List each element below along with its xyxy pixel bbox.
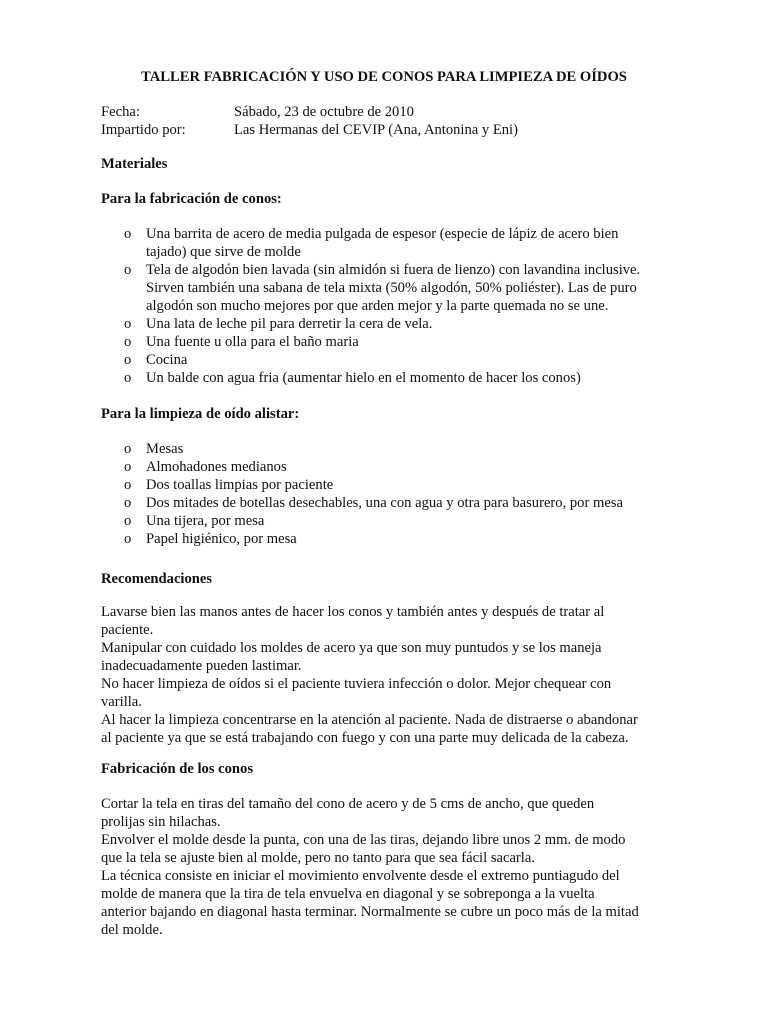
bullet-marker: o xyxy=(124,513,132,529)
list-item-text: Una lata de leche pil para derretir la cera de vela. xyxy=(146,316,433,332)
list-item xyxy=(101,458,661,476)
list-item-text: Tela de algodón bien lavada (sin almidón si fuera de lienzo) con lavandina inclusive. Sirven también una sabana de tela mixta (50% algodón, 50% poliéster). Las de puro algodón son mucho mejores por que arden mejor y la parte quemada no se une. xyxy=(146,262,641,314)
list-item xyxy=(101,351,661,369)
list-item-text: Cocina xyxy=(146,352,188,368)
list-item-text: Dos toallas limpias por paciente xyxy=(146,477,334,493)
bullet-marker: o xyxy=(124,477,132,493)
list-item xyxy=(101,530,661,548)
list-item xyxy=(101,369,661,387)
list-item xyxy=(101,476,661,494)
recomendaciones-body xyxy=(101,603,641,747)
bullet-marker: o xyxy=(124,334,132,350)
meta-label: Impartido por: xyxy=(101,122,186,138)
paragraph: Al hacer la limpieza concentrarse en la atención al paciente. Nada de distraerse o abandonar al paciente ya que se está trabajando con fuego y con una parte muy delicada de la cabeza. xyxy=(101,712,638,746)
bullet-marker: o xyxy=(124,495,132,511)
paragraph: Envolver el molde desde la punta, con una de las tiras, dejando libre unos 2 mm. de modo que la tela se ajuste bien al molde, pero no tanto para que sea fácil sacarla. xyxy=(101,832,626,866)
paragraph: Cortar la tela en tiras del tamaño del cono de acero y de 5 cms de ancho, que queden prolijas sin hilachas. xyxy=(101,796,595,830)
paragraph: No hacer limpieza de oídos si el paciente tuviera infección o dolor. Mejor chequear con varilla. xyxy=(101,676,612,710)
list-item-text: Un balde con agua fria (aumentar hielo en el momento de hacer los conos) xyxy=(146,370,581,386)
meta-value: Sábado, 23 de octubre de 2010 xyxy=(234,104,414,120)
subsection-heading-fabricacion: Para la fabricación de conos: xyxy=(101,191,282,207)
paragraph: Manipular con cuidado los moldes de acero ya que son muy puntudos y se los maneja inadecuadamente pueden lastimar. xyxy=(101,640,602,674)
list-item xyxy=(101,261,661,315)
meta-value: Las Hermanas del CEVIP (Ana, Antonina y Eni) xyxy=(234,122,518,138)
document-title: TALLER FABRICACIÓN Y USO DE CONOS PARA LIMPIEZA DE OÍDOS xyxy=(141,69,627,85)
limpieza-items-list xyxy=(101,440,661,548)
bullet-marker: o xyxy=(124,352,132,368)
bullet-marker: o xyxy=(124,531,132,547)
list-item-text: Papel higiénico, por mesa xyxy=(146,531,297,547)
section-heading-fabricacion-conos: Fabricación de los conos xyxy=(101,761,254,777)
bullet-marker: o xyxy=(124,262,132,278)
list-item xyxy=(101,512,661,530)
list-item xyxy=(101,494,661,512)
bullet-marker: o xyxy=(124,316,132,332)
list-item-text: Una tijera, por mesa xyxy=(146,513,265,529)
list-item-text: Dos mitades de botellas desechables, una con agua y otra para basurero, por mesa xyxy=(146,495,623,511)
list-item-text: Almohadones medianos xyxy=(146,459,287,475)
list-item-text: Mesas xyxy=(146,441,184,457)
bullet-marker: o xyxy=(124,226,132,242)
bullet-marker: o xyxy=(124,459,132,475)
subsection-heading-limpieza: Para la limpieza de oído alistar: xyxy=(101,406,300,422)
list-item-text: Una fuente u olla para el baño maria xyxy=(146,334,359,350)
fabricacion-conos-body xyxy=(101,795,641,939)
list-item xyxy=(101,333,661,351)
section-heading-materiales: Materiales xyxy=(101,156,168,172)
list-item xyxy=(101,225,661,261)
paragraph: Lavarse bien las manos antes de hacer los conos y también antes y después de tratar al paciente. xyxy=(101,604,605,638)
list-item-text: Una barrita de acero de media pulgada de espesor (especie de lápiz de acero bien tajado) que sirve de molde xyxy=(146,226,619,260)
meta-label: Fecha: xyxy=(101,104,140,120)
list-item xyxy=(101,440,661,458)
list-item xyxy=(101,315,661,333)
bullet-marker: o xyxy=(124,370,132,386)
paragraph: La técnica consiste en iniciar el movimiento envolvente desde el extremo puntiagudo del molde de manera que la tira de tela envuelva en diagonal y se sobreponga a la vuelta anterior bajando en diagonal hasta terminar. Normalmente se cubre un poco más de la mitad del molde. xyxy=(101,868,639,938)
bullet-marker: o xyxy=(124,441,132,457)
section-heading-recomendaciones: Recomendaciones xyxy=(101,571,213,587)
fabricacion-materials-list xyxy=(101,225,661,387)
